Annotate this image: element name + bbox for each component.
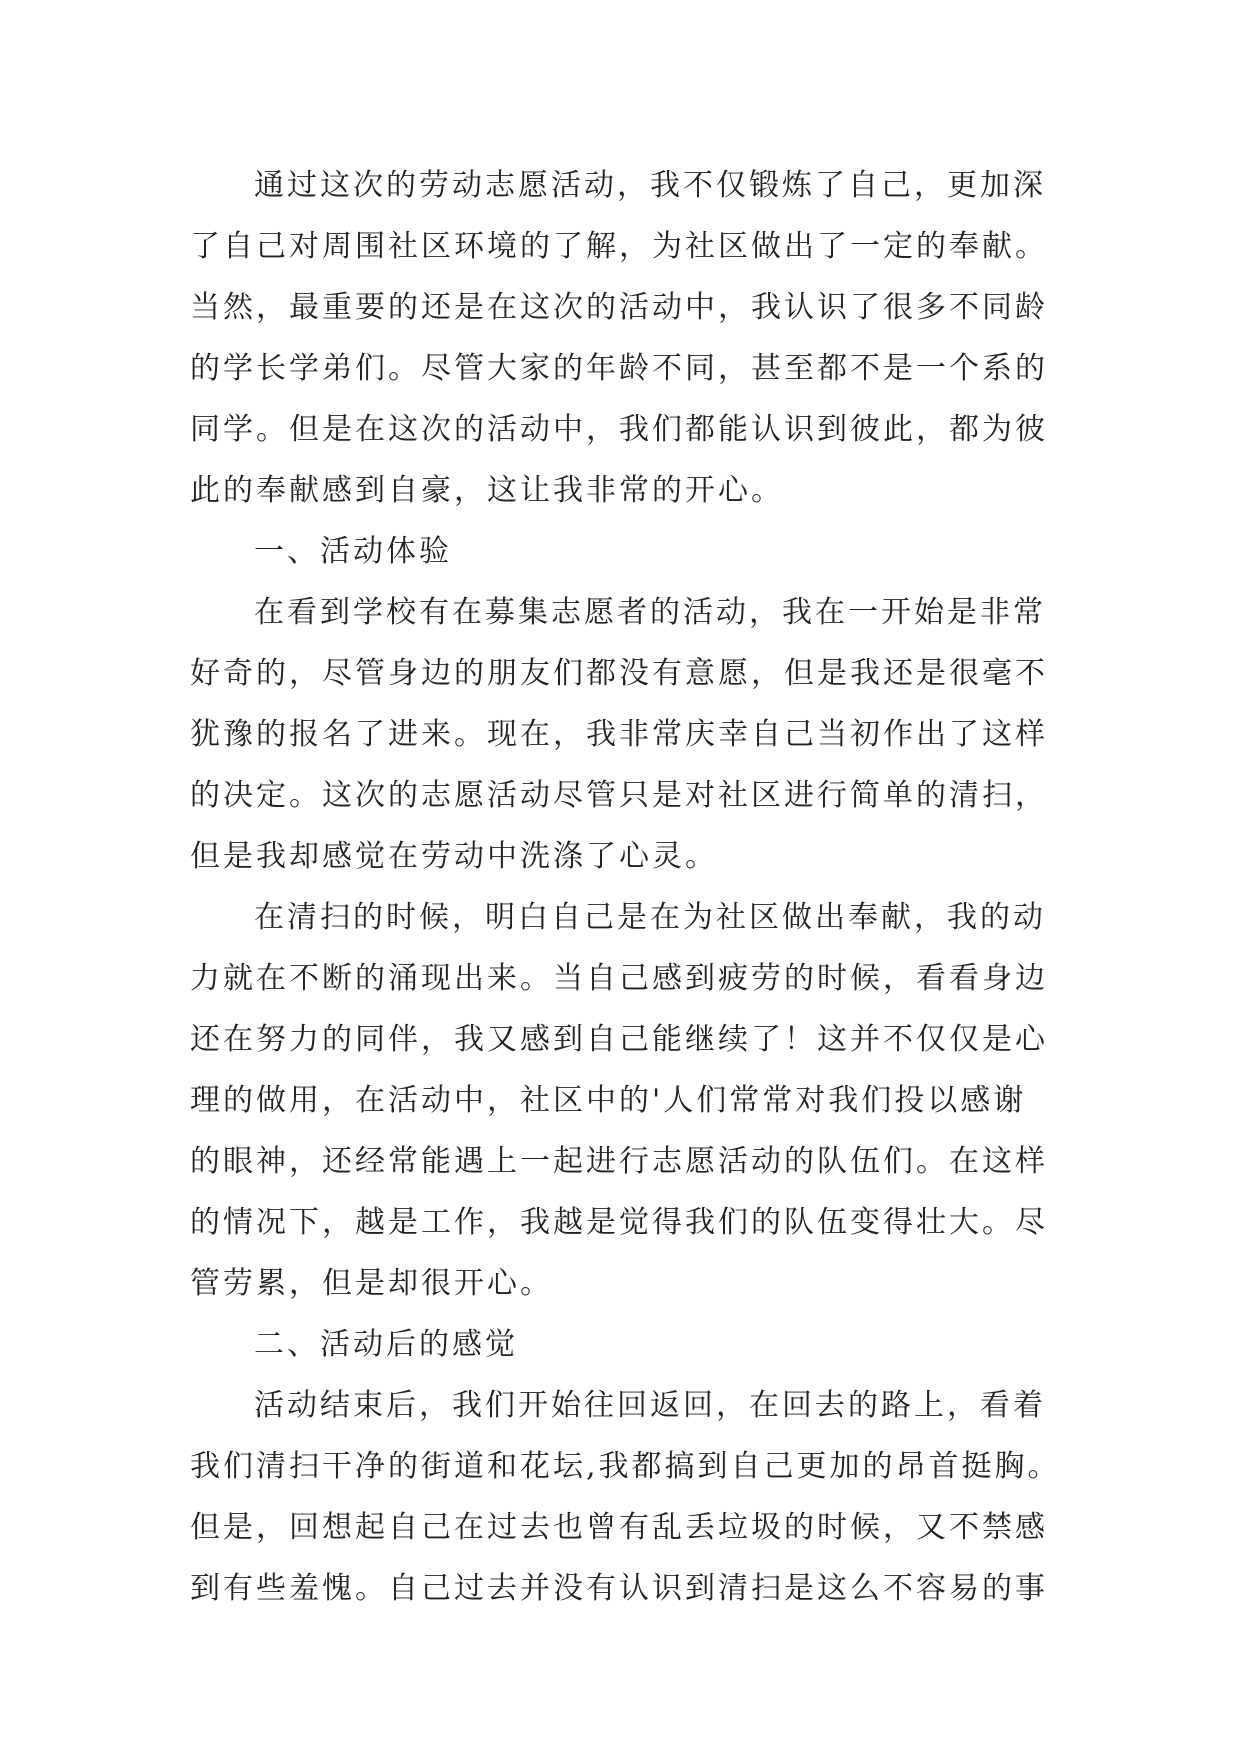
- text-line: 理的做用，在活动中，社区中的'人们常常对我们投以感谢: [190, 1083, 1027, 1118]
- section-heading: 二、活动后的感觉: [254, 1327, 518, 1362]
- text-line: 活动结束后，我们开始往回返回，在回去的路上，看着: [254, 1388, 1046, 1423]
- text-line: 管劳累，但是却很开心。: [190, 1266, 553, 1301]
- text-line: 力就在不断的涌现出来。当自己感到疲劳的时候，看看身边: [190, 961, 1048, 996]
- text-line: 到有些羞愧。自己过去并没有认识到清扫是这么不容易的事: [190, 1571, 1048, 1606]
- text-line: 通过这次的劳动志愿活动，我不仅锻炼了自己，更加深: [254, 168, 1046, 203]
- text-line: 好奇的，尽管身边的朋友们都没有意愿，但是我还是很毫不: [190, 656, 1048, 691]
- document-body: [190, 155, 1061, 1619]
- text-line: 同学。但是在这次的活动中，我们都能认识到彼此，都为彼: [190, 412, 1048, 447]
- section-heading: 一、活动体验: [254, 534, 452, 569]
- text-line: 此的奉献感到自豪，这让我非常的开心。: [190, 473, 784, 508]
- text-line: 我们清扫干净的街道和花坛,我都搞到自己更加的昂首挺胸。: [190, 1449, 1061, 1484]
- text-line: 但是，回想起自己在过去也曾有乱丢垃圾的时候，又不禁感: [190, 1510, 1048, 1545]
- text-line: 当然，最重要的还是在这次的活动中，我认识了很多不同龄: [190, 290, 1048, 325]
- text-line: 犹豫的报名了进来。现在，我非常庆幸自己当初作出了这样: [190, 717, 1048, 752]
- text-line: 在看到学校有在募集志愿者的活动，我在一开始是非常: [254, 595, 1046, 630]
- text-line: 了自己对周围社区环境的了解，为社区做出了一定的奉献。: [190, 229, 1048, 264]
- text-line: 还在努力的同伴，我又感到自己能继续了！这并不仅仅是心: [190, 1022, 1048, 1057]
- text-line: 的情况下，越是工作，我越是觉得我们的队伍变得壮大。尽: [190, 1205, 1048, 1240]
- text-line: 在清扫的时候，明白自己是在为社区做出奉献，我的动: [254, 900, 1046, 935]
- text-line: 但是我却感觉在劳动中洗涤了心灵。: [190, 839, 718, 874]
- text-line: 的眼神，还经常能遇上一起进行志愿活动的队伍们。在这样: [190, 1144, 1048, 1179]
- text-line: 的学长学弟们。尽管大家的年龄不同，甚至都不是一个系的: [190, 351, 1048, 386]
- text-line: 的决定。这次的志愿活动尽管只是对社区进行简单的清扫，: [190, 778, 1048, 813]
